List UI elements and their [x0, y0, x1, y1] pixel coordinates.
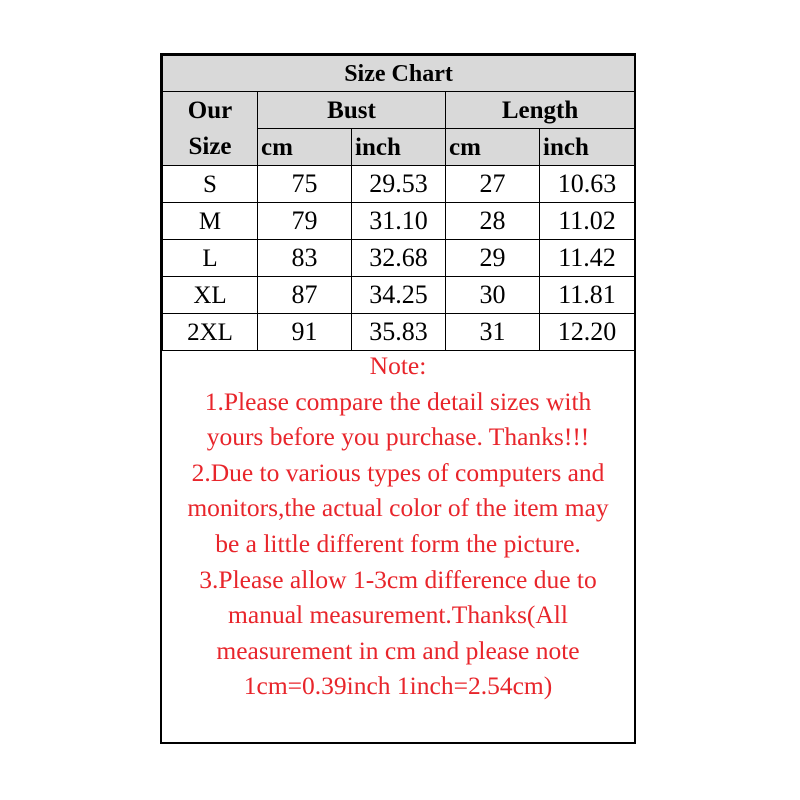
bust-cm-cell: 75 [258, 166, 352, 203]
note-line: monitors,the actual color of the item may [187, 493, 609, 523]
note-line: 1cm=0.39inch 1inch=2.54cm) [243, 671, 553, 701]
table-row [163, 240, 635, 277]
length-cm-cell: 30 [446, 277, 540, 314]
size-cell: XL [163, 277, 258, 314]
table-title-row [163, 56, 635, 92]
size-cell: S [163, 166, 258, 203]
note-line: measurement in cm and please note [216, 635, 580, 665]
header-row [163, 92, 635, 129]
note-block [162, 348, 634, 704]
bust-inch-cell: 34.25 [352, 277, 446, 314]
table-row [163, 166, 635, 203]
length-inch-cell: 11.02 [540, 203, 635, 240]
table-row [163, 314, 635, 351]
bust-cm-cell: 79 [258, 203, 352, 240]
note-line: be a little different form the picture. [215, 528, 581, 558]
note-line: 2.Due to various types of computers and [191, 457, 605, 487]
bust-cm-cell: 87 [258, 277, 352, 314]
size-cell: L [163, 240, 258, 277]
size-chart-sheet [160, 53, 636, 744]
our-size-label-line2: Size [188, 132, 232, 160]
length-inch-cell: 10.63 [540, 166, 635, 203]
bust-header: Bust [258, 92, 446, 129]
unit-length-inch: inch [540, 129, 635, 166]
size-cell: 2XL [163, 314, 258, 351]
length-cm-cell: 27 [446, 166, 540, 203]
unit-bust-inch: inch [352, 129, 446, 166]
bust-cm-cell: 91 [258, 314, 352, 351]
unit-bust-cm: cm [258, 129, 352, 166]
bust-inch-cell: 35.83 [352, 314, 446, 351]
length-header: Length [446, 92, 635, 129]
length-inch-cell: 11.81 [540, 277, 635, 314]
bust-inch-cell: 31.10 [352, 203, 446, 240]
size-chart-table [162, 55, 635, 351]
note-line: 1.Please compare the detail sizes with [204, 386, 592, 416]
note-line: manual measurement.Thanks(All [228, 600, 568, 630]
note-line: 3.Please allow 1-3cm difference due to [199, 564, 597, 594]
our-size-label-line1: Our [187, 96, 233, 124]
bust-cm-cell: 83 [258, 240, 352, 277]
size-cell: M [163, 203, 258, 240]
length-inch-cell: 11.42 [540, 240, 635, 277]
length-cm-cell: 28 [446, 203, 540, 240]
bust-inch-cell: 29.53 [352, 166, 446, 203]
table-row [163, 203, 635, 240]
unit-length-cm: cm [446, 129, 540, 166]
our-size-header [163, 92, 258, 166]
note-line: yours before you purchase. Thanks!!! [206, 422, 590, 452]
table-title: Size Chart [163, 56, 635, 92]
bust-inch-cell: 32.68 [352, 240, 446, 277]
table-row [163, 277, 635, 314]
length-cm-cell: 31 [446, 314, 540, 351]
note-heading: Note: [369, 351, 427, 380]
length-cm-cell: 29 [446, 240, 540, 277]
length-inch-cell: 12.20 [540, 314, 635, 351]
